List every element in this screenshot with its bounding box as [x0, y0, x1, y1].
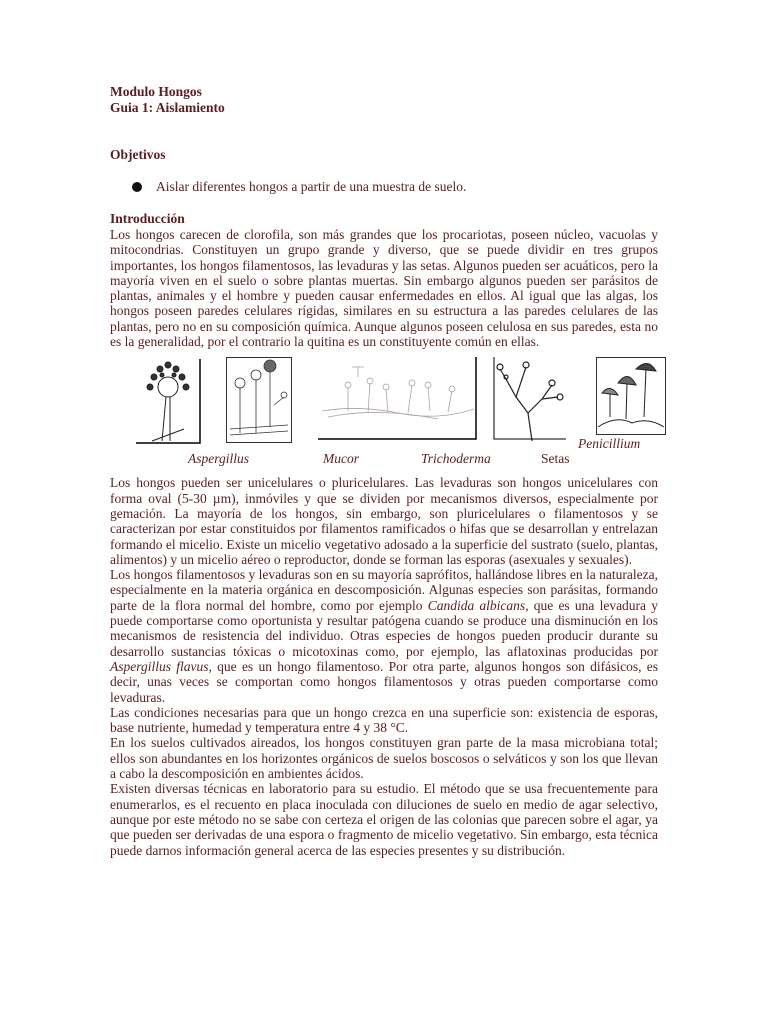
caption-aspergillus: Aspergillus [188, 451, 250, 467]
body-paragraph-4: Las condiciones necesarias para que un hongo crezca en una superficie son: existencia de esporas, base nutriente, humedad y temperatura entre 4 y 38 °C. [110, 704, 658, 736]
p3-text-b: , que es una levadura y puede comportarse como oportunista y resultar patógena cuando se produce una disminución en los mecanismos de resistencia del individuo. Otras especies de hongos pueden producir durante su desarrollo sustancias tóxicas o micotoxinas como, por ejemplo, las aflatoxinas producidas por [110, 597, 658, 659]
objective-item [132, 179, 658, 195]
species-aspergillus-flavus: Aspergillus flavus [110, 658, 209, 674]
body-paragraph-3 [110, 567, 658, 705]
aspergillus-illustration [132, 357, 206, 447]
species-candida: Candida albicans [427, 597, 526, 613]
caption-setas: Setas [541, 451, 570, 467]
document-page [110, 84, 658, 858]
mucor-illustration [226, 357, 292, 443]
objetivos-heading: Objetivos [110, 147, 166, 162]
penicillium-illustration [596, 357, 666, 435]
body-paragraph-5: En los suelos cultivados aireados, los hongos constituyen gran parte de la masa microbiana total; ellos son abundantes en los horizontes orgánicos de suelos boscosos o selváticos y son los que llevan a cabo la descomposición en ambientes ácidos. [110, 735, 658, 782]
objective-text: Aislar diferentes hongos a partir de una muestra de suelo. [156, 179, 467, 194]
module-title: Modulo Hongos [110, 84, 202, 99]
caption-trichoderma: Trichoderma [421, 451, 491, 467]
trichoderma-illustration [318, 357, 478, 441]
setas-illustration [492, 357, 568, 441]
introduccion-heading: Introducción [110, 211, 185, 226]
p3-text-a: Los hongos filamentosos y levaduras son en su mayoría saprófitos, hallándose libres en la naturaleza, especialmente en la materia orgánica en descomposición. Algunas especies son parásitas, formando parte de la flora normal del hombre, como por ejemplo [110, 567, 658, 613]
p3-text-c: , que es un hongo filamentoso. Por otra parte, algunos hongos son difásicos, es decir, unas veces se comportan como hongos filamentosos y otras pueden comportarse como levaduras. [110, 658, 659, 705]
caption-mucor: Mucor [323, 451, 359, 467]
bullet-icon [132, 182, 142, 192]
caption-penicillium: Penicillium [578, 436, 641, 452]
fungi-figures [110, 357, 658, 471]
body-paragraph-6: Existen diversas técnicas en laboratorio para su estudio. El método que se usa frecuentemente para enumerarlos, es el recuento en placa inoculada con diluciones de suelo en medio de agar selectivo, aunque por este método no se sabe con certeza el origen de las colonias que parecen sobre el agar, ya que pueden ser derivadas de una espora o fragmento de micelio vegetativo. Sin embargo, esta técnica puede darnos información general acerca de las especies presentes y su distribución. [110, 781, 658, 858]
intro-paragraph: Los hongos carecen de clorofila, son más grandes que los procariotas, poseen núcleo, vacuolas y mitocondrias. Constituyen un grupo grande y diverso, que se puede dividir en tres grupos importantes, los hongos filamentosos, las levaduras y las setas. Algunos pueden ser acuáticos, pero la mayoría viven en el suelo o sobre plantas muertas. Sin embargo algunos pueden ser parásitos de plantas, animales y el hombre y pueden causar enfermedades en ellos. Al igual que las algas, los hongos poseen paredes celulares rígidas, similares en su estructura a las paredes celulares de las plantas, pero no en su composición química. Aunque algunos poseen celulosa en sus paredes, esta no es la generalidad, por el contrario la quitina es un constituyente común en ellas. [110, 227, 658, 350]
body-paragraph-2: Los hongos pueden ser unicelulares o pluricelulares. Las levaduras son hongos unicelulares con forma oval (5-30 µm), inmóviles y que se dividen por mecanismos diversos, especialmente por gemación. La mayoría de los hongos, sin embargo, son pluricelulares o filamentosos y se caracterizan por estar constituidos por filamentos ramificados o hifas que se desarrollan y entrelazan formando el micelio. Existe un micelio vegetativo adosado a la superficie del sustrato (suelo, plantas, alimentos) y un micelio aéreo o reproductor, donde se forman las esporas (asexuales y sexuales). [110, 475, 658, 567]
guide-title: Guia 1: Aislamiento [110, 100, 225, 115]
